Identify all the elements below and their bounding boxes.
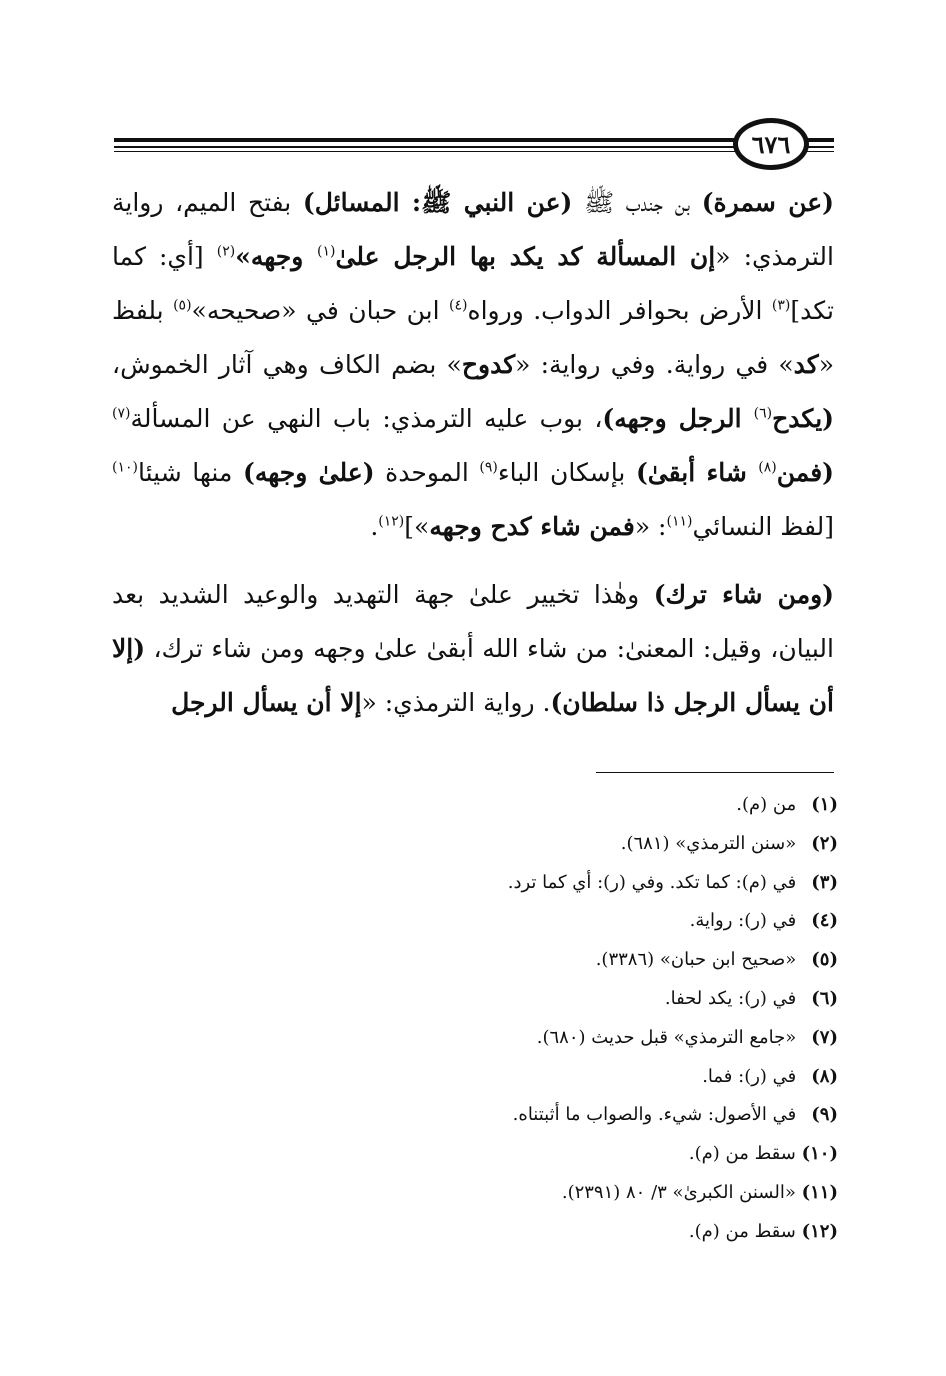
- footnote-number: (٧): [811, 1026, 838, 1048]
- text-run: شاء أبقىٰ): [635, 458, 759, 487]
- text-run: (يكدح: [772, 404, 834, 433]
- text-run: الأرض بحوافر الدواب. ورواه: [467, 296, 772, 325]
- footnote-ref[interactable]: (٩): [479, 459, 498, 476]
- footnote-number: (٩): [811, 1104, 838, 1126]
- footnote-number: (٤): [811, 910, 838, 932]
- footnote-number: (٣): [811, 871, 838, 893]
- footnote-text: «سنن الترمذي» (٦٨١).: [620, 832, 797, 854]
- footnote-text: سقط من (م).: [688, 1220, 796, 1242]
- footnote-ref[interactable]: (٥): [173, 297, 192, 314]
- footnote-text: «السنن الكبرىٰ» ٣/ ٨٠ (٢٣٩١).: [561, 1181, 796, 1203]
- text-run: » في رواية. وفي رواية: «: [515, 350, 794, 379]
- footnotes: [138, 786, 838, 1252]
- footnote-ref[interactable]: (٤): [449, 297, 468, 314]
- footnote-number: (١٢): [801, 1220, 838, 1242]
- text-run: (علىٰ وجهه): [242, 458, 375, 487]
- text-run: إلا أن يسأل الرجل: [171, 688, 362, 717]
- text-run: (إلا أن يسأل الرجل ذا سلطان): [112, 634, 834, 717]
- footnote-ref[interactable]: (١): [317, 243, 336, 260]
- footnote-text: في (م): كما تكد. وفي (ر): أي كما ترد.: [507, 871, 797, 893]
- paragraph-2: [112, 568, 834, 730]
- footnote-text: «صحيح ابن حبان» (٣٣٨٦).: [595, 949, 797, 971]
- footnote-text: في (ر): يكد لحفا.: [664, 987, 797, 1009]
- footnote-text: «جامع الترمذي» قبل حديث (٦٨٠).: [536, 1026, 797, 1048]
- text-run: وهٰذا تخيير علىٰ جهة التهديد والوعيد الشديد بعد البيان، وقيل: المعنىٰ: من شاء الله أبقىٰ علىٰ وجهه ومن شاء ترك،: [112, 580, 834, 663]
- footnote-item: [138, 825, 838, 864]
- footnote-text: سقط من (م).: [688, 1143, 796, 1165]
- footnote-item: [138, 1174, 838, 1213]
- text-run: ابن حبان في «صحيحه»: [191, 296, 450, 325]
- footnote-number: (٢): [811, 832, 838, 854]
- text-run: (عن النبي ﷺ: المسائل): [302, 188, 573, 217]
- footnote-item: [138, 980, 838, 1019]
- text-run: (عن سمرة): [701, 188, 834, 217]
- footnote-item: [138, 864, 838, 903]
- footnote-number: (٦): [811, 987, 838, 1009]
- footnote-number: (١٠): [801, 1143, 838, 1165]
- header-rule-thick: [114, 138, 834, 142]
- text-run: فمن شاء كدح وجهه: [429, 512, 635, 541]
- footnote-item: [138, 1135, 838, 1174]
- footnote-text: في الأصول: شيء. والصواب ما أثبتناه.: [512, 1104, 797, 1126]
- footnote-number: (٥): [811, 949, 838, 971]
- text-run: بفتح الميم، رواية الترمذي: «: [112, 188, 834, 271]
- footnote-ref[interactable]: (٢): [216, 243, 236, 260]
- text-run: بن جندب ﷺ: [572, 188, 702, 217]
- footnote-item: [138, 1019, 838, 1058]
- footnote-ref[interactable]: (٧): [112, 405, 131, 422]
- footnote-text: في (ر): فما.: [702, 1065, 797, 1087]
- text-run: الرجل وجهه): [602, 404, 754, 433]
- footnote-item: [138, 1096, 838, 1135]
- text-run: كدوح: [461, 350, 516, 379]
- footnote-number: (١): [811, 794, 838, 815]
- text-run: .: [370, 512, 379, 541]
- footnote-item: [138, 941, 838, 980]
- page-number: ٦٧٦: [733, 118, 809, 170]
- main-text: [112, 176, 834, 730]
- footnote-number: (٨): [811, 1065, 838, 1087]
- text-run: »]: [404, 512, 430, 541]
- footnote-item: [138, 786, 838, 825]
- text-run: (فمن: [776, 458, 834, 487]
- text-run: : «: [634, 512, 667, 541]
- footnote-ref[interactable]: (٦): [753, 405, 773, 422]
- footnote-number: (١١): [801, 1181, 838, 1203]
- footnote-item: [138, 1213, 838, 1252]
- text-run: (ومن شاء ترك): [653, 580, 834, 609]
- footnote-ref[interactable]: (١١): [666, 513, 693, 530]
- footnote-item: [138, 1058, 838, 1097]
- text-run: » بضم الكاف وهي آثار الخموش،: [112, 350, 462, 379]
- text-run: بإسكان الباء: [497, 458, 636, 487]
- text-run: وجهه»: [235, 242, 318, 271]
- text-run: . رواية الترمذي: «: [361, 688, 551, 717]
- paragraph-1: [112, 176, 834, 554]
- text-run: ، بوب عليه الترمذي: باب النهي عن المسألة: [130, 404, 603, 433]
- footnote-separator: [596, 772, 834, 773]
- text-run: الموحدة: [374, 458, 480, 487]
- text-run: منها شيئا: [137, 458, 243, 487]
- footnote-item: [138, 902, 838, 941]
- footnote-ref[interactable]: (٣): [771, 297, 791, 314]
- text-run: بلفظ «: [112, 296, 834, 379]
- footnote-text: في (ر): رواية.: [689, 910, 797, 932]
- footnote-ref[interactable]: (٨): [758, 459, 777, 476]
- header-rule-medium: [114, 146, 834, 148]
- footnote-text: من (م).: [736, 794, 797, 815]
- text-run: إن المسألة كد يكد بها الرجل علىٰ: [335, 242, 716, 271]
- header-rule-thin: [114, 151, 834, 152]
- text-run: كد: [793, 350, 819, 379]
- footnote-ref[interactable]: (١٠): [112, 459, 138, 476]
- text-run: [أي: كما تكد]: [112, 242, 835, 325]
- footnote-ref[interactable]: (١٢): [378, 513, 405, 530]
- text-run: [لفظ النسائي: [692, 512, 834, 541]
